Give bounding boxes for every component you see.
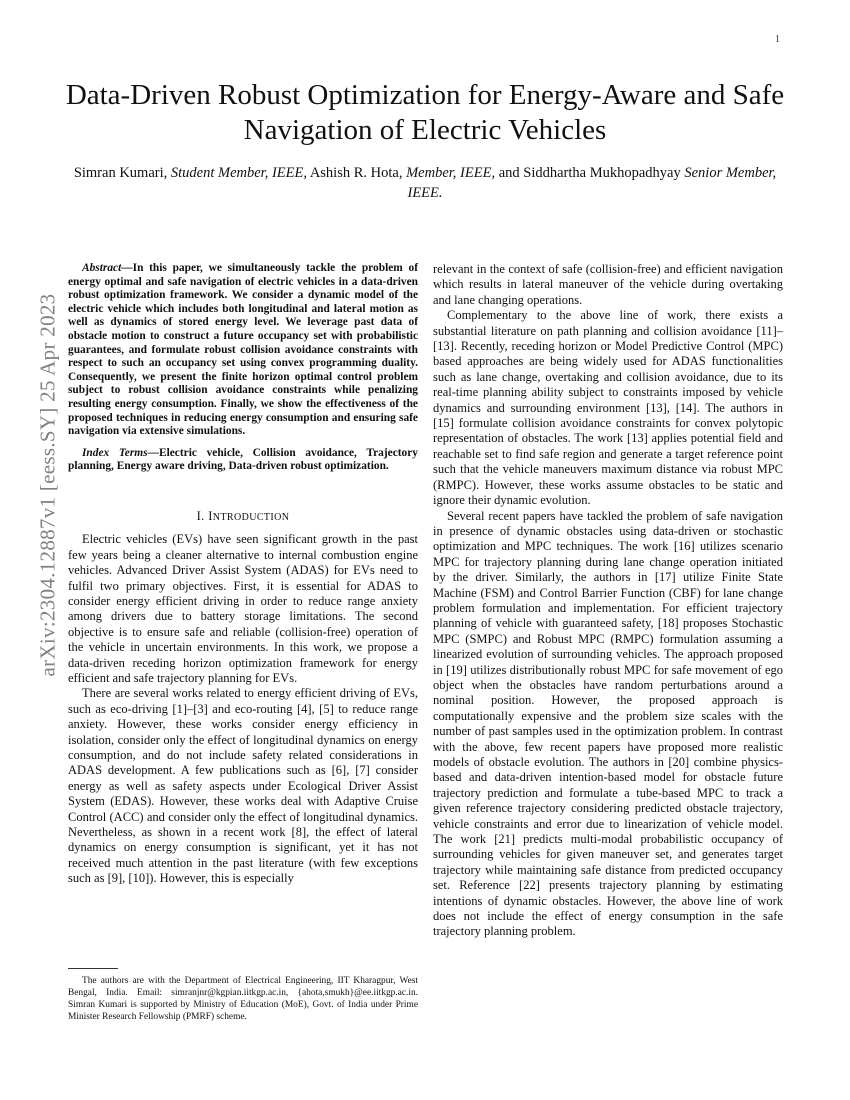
- author-affiliation: Senior Member, IEEE.: [407, 165, 777, 201]
- body-paragraph: Electric vehicles (EVs) have seen significant growth in the past few years being a cleaner alternative to internal combustion engine vehicles. Advanced Driver Assist System (ADAS) for EVs need to fulfil two primary objectives. First, it is essential for ADAS to consider energy efficient driving in order to reduce range anxiety among drivers due to battery storage limitations. The second objective is to ensure safe and reliable (collision-free) operation of the vehicle in uncertain environments. In this work, we propose a data-driven receding horizon optimization framework for energy efficient and safe trajectory planning for EVs.: [68, 532, 418, 685]
- section-heading-introduction: I. INTRODUCTION: [196, 508, 290, 523]
- abstract: [68, 262, 418, 439]
- footnote-divider: [68, 968, 118, 969]
- arxiv-identifier-text: arXiv:2304.12887v1 [eess.SY] 25 Apr 2023: [35, 293, 60, 677]
- author-list: [62, 163, 788, 203]
- body-paragraph: Complementary to the above line of work, there exists a substantial literature on path planning and collision avoidance [11]–[13]. Recently, receding horizon or Model Predictive Control (MPC) based approaches are being widely used for ADAS functionalities such as lane change, overtaking and collision avoidance, due to its real-time planning ability subject to constraints imposed by vehicle dynamics and surrounding environment [13], [14]. The authors in [15] formulate collision avoidance constraints for convex polytopic representation of obstacles. The work [13] applies potential field and reachable set to find safe region and generate a target reference point such that the vehicle maneuvers maximum distance via robust MPC (RMPC). However, these works assume obstacles to be static and ignore their dynamic evolution.: [433, 308, 783, 508]
- abstract-body: —In this paper, we simultaneously tackle the problem of energy optimal and safe navigation of electric vehicles in a data-driven robust optimization framework. We consider a dynamic model of the electric vehicle which includes both longitudinal and lateral motion as well as dynamics of stored energy level. We leverage past data of obstacle motion to construct a future occupancy set with probabilistic guarantees, and formulate robust collision avoidance constraints with respect to such an occupancy set using convex programming duality. Consequently, we present the finite horizon optimal control problem subject to robust collision avoidance constraints while penalizing resulting energy consumption. Finally, we show the effectiveness of the proposed techniques in reducing energy consumption and ensuring safe navigation via extensive simulations.: [68, 262, 418, 438]
- arxiv-identifier-stamp: [36, 290, 60, 680]
- author-name: Ashish R. Hota,: [309, 165, 403, 181]
- page-number: 1: [775, 34, 780, 45]
- index-terms-label: Index Terms: [82, 446, 148, 459]
- body-paragraph: Several recent papers have tackled the problem of safe navigation in presence of dynamic obstacles using data-driven or stochastic optimization and MPC techniques. The work [16] utilizes scenario MPC for trajectory planning during lane change operation initiated by the driver. Similarly, the authors in [17] utilize Finite State Machine (FSM) and Control Barrier Function (CBF) for lane change problem formulation and implementation. For efficient trajectory planning of vehicle with guaranteed safety, [18] proposes Stochastic MPC (SMPC) and Robust MPC (RMPC) formulation assuming a linearized evolution of surrounding vehicles. The approach proposed in [19] utilizes distributionally robust MPC for safe movement of ego object when the obstacles have random perturbations around a nominal position. However, the proposed approach is computationally expensive and the problem size scales with the number of past samples used in the optimization problem. In contrast with the above, few recent papers have proposed more realistic models of obstacle evolution. The authors in [20] combine physics-based and data-driven intention-based model for obstacle future trajectory prediction and formulate a tube-based MPC to track a given reference trajectory considering predicted obstacle trajectory, vehicle constraints and error due to linearization of vehicle model. The work [21] predicts multi-modal probabilistic occupancy of surrounding vehicles for given maneuver set, and generates target trajectory while maintaining safe distance from predicted occupancy set. Reference [22] presents trajectory planning by estimating intentions of dynamic obstacles. However, the above line of work does not include the effect of energy consumption in the safe trajectory planning problem.: [433, 508, 783, 939]
- affiliation-footnote: The authors are with the Department of Electrical Engineering, IIT Kharagpur, West Bengal, India. Email: simranjnr@kgpian.iitkgp.ac.in, {ahota,smukh}@ee.iitkgp.ac.in. Simran Kumari is supported by Ministry of Education (MoE), Govt. of India under Prime Minister Research Fellowship (PMRF) scheme.: [68, 976, 418, 1022]
- body-paragraph: relevant in the context of safe (collision-free) and efficient navigation which results in lateral maneuver of the vehicle during overtaking and lane changing operations.: [433, 262, 783, 307]
- author-name: and Siddhartha Mukhopadhyay: [498, 165, 681, 181]
- author-affiliation: Member, IEEE,: [406, 165, 496, 181]
- index-terms: [68, 447, 418, 474]
- index-terms-body: —Electric vehicle, Collision avoidance, Trajectory planning, Energy aware driving, Data-driven robust optimization.: [68, 446, 418, 473]
- paper-title: Data-Driven Robust Optimization for Energy-Aware and Safe Navigation of Electric Vehicles: [65, 79, 785, 146]
- right-column: [433, 262, 783, 940]
- left-column: [68, 262, 418, 887]
- author-name: Simran Kumari,: [73, 165, 168, 181]
- body-paragraph: There are several works related to energy efficient driving of EVs, such as eco-driving [1]–[3] and eco-routing [4], [5] to reduce range anxiety. However, these works consider energy efficiency in isolation, consider only the effect of longitudinal dynamics on energy consumption, and do not include safety related considerations in ADAS development. A few publications such as [6], [7] consider energy as well as safety aspects under Ecological Driver Assist System (EDAS). However, these works deal with Adaptive Cruise Control (ACC) and consider only the effect of longitudinal dynamics. Nevertheless, as shown in a recent work [8], the effect of lateral dynamics on energy consumption is significant, yet it has not received much attention in the past literature (with few exceptions such as [9], [10]). However, this is especially: [68, 686, 418, 886]
- author-affiliation: Student Member, IEEE,: [170, 165, 307, 181]
- abstract-label: Abstract: [82, 262, 122, 274]
